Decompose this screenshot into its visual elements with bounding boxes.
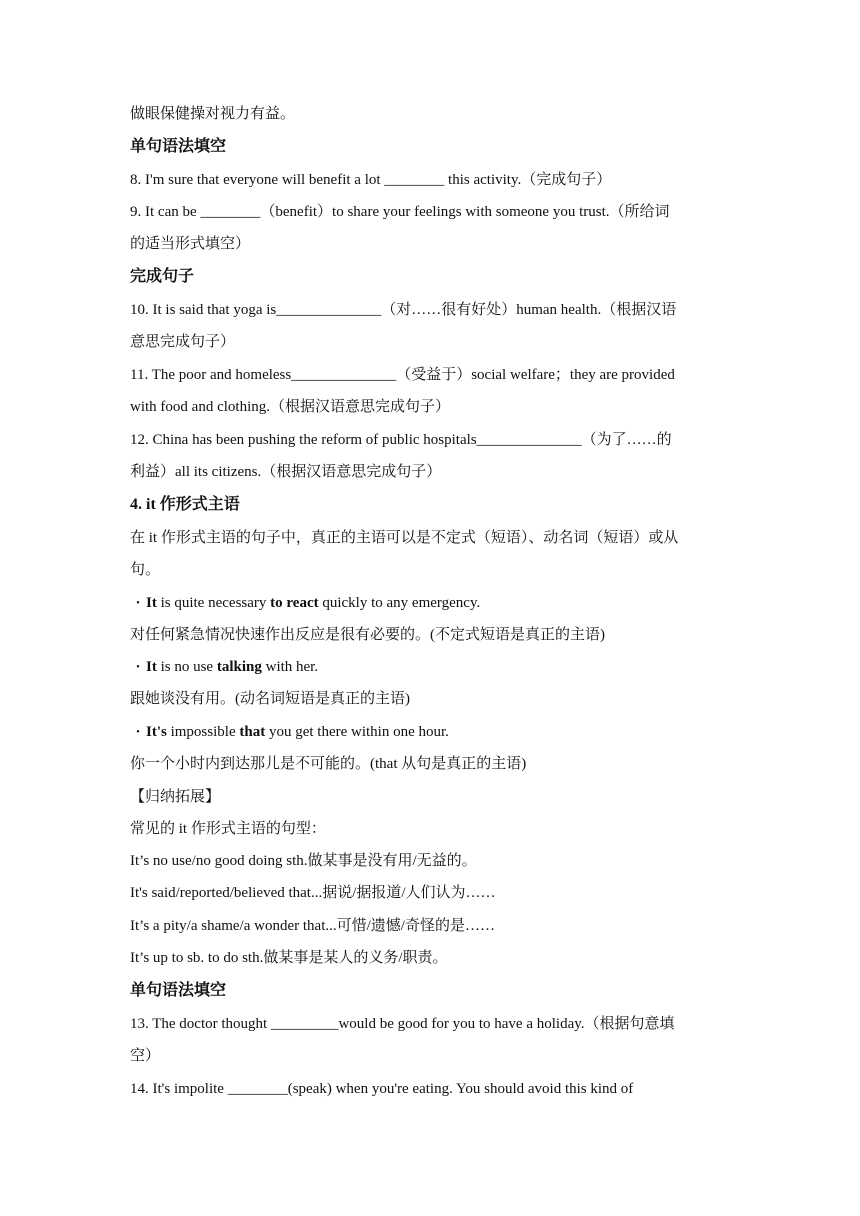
plain-text: with her. (261, 659, 319, 675)
bullet-icon: • (136, 661, 140, 673)
question-11: 11. The poor and homeless______________（受益于）social welfare；they are provided (130, 367, 675, 383)
bold-text: It's (146, 724, 167, 740)
bold-text: It (146, 595, 157, 611)
bold-text: that (239, 724, 266, 740)
question-10-cont: 意思完成句子） (130, 334, 236, 350)
pattern-line: It's said/reported/believed that...据说/据报道/人们认为…… (130, 885, 496, 901)
paragraph-cont: 句。 (130, 562, 161, 578)
example-translation: 对任何紧急情况快速作出反应是很有必要的。(不定式短语是真正的主语) (130, 627, 605, 643)
bold-text: talking (216, 659, 262, 675)
plain-text: you get there within one hour. (265, 724, 449, 740)
bold-text: It (146, 659, 157, 675)
bold-text: to react (270, 595, 319, 611)
question-13: 13. The doctor thought _________would be good for you to have a holiday.（根据句意填 (130, 1016, 675, 1032)
question-14: 14. It's impolite ________(speak) when you're eating. You should avoid this kind of (130, 1081, 634, 1097)
example-translation: 你一个小时内到达那儿是不可能的。(that 从句是真正的主语) (130, 756, 527, 772)
question-8: 8. I'm sure that everyone will benefit a lot ________ this activity.（完成句子） (130, 172, 612, 188)
example-sentence (130, 722, 740, 743)
section-heading: 单句语法填空 (130, 982, 227, 999)
plain-text: quickly to any emergency. (318, 595, 481, 611)
section-heading: 完成句子 (130, 268, 195, 285)
pattern-line: It’s no use/no good doing sth.做某事是没有用/无益的。 (130, 853, 477, 869)
pattern-line: It’s a pity/a shame/a wonder that...可惜/遗憾/奇怪的是…… (130, 918, 495, 934)
question-12-cont: 利益）all its citizens.（根据汉语意思完成句子） (130, 464, 442, 480)
question-11-cont: with food and clothing.（根据汉语意思完成句子） (130, 399, 450, 415)
question-12: 12. China has been pushing the reform of public hospitals______________（为了……的 (130, 432, 672, 448)
plain-text: is no use (156, 659, 217, 675)
question-13-cont: 空） (130, 1048, 161, 1064)
bullet-icon: • (136, 726, 140, 738)
question-9: 9. It can be ________（benefit）to share your feelings with someone you trust.（所给词 (130, 204, 670, 220)
example-sentence (130, 657, 740, 678)
pattern-line: It’s up to sb. to do sth.做某事是某人的义务/职责。 (130, 950, 448, 966)
example-translation: 跟她谈没有用。(动名词短语是真正的主语) (130, 691, 410, 707)
question-10: 10. It is said that yoga is______________（对……很有好处）human health.（根据汉语 (130, 302, 677, 318)
text-line: 常见的 it 作形式主语的句型： (130, 821, 326, 837)
example-sentence (130, 593, 740, 614)
question-9-cont: 的适当形式填空） (130, 236, 251, 252)
paragraph: 在 it 作形式主语的句子中，真正的主语可以是不定式（短语）、动名词（短语）或从 (130, 530, 679, 546)
section-heading: 4. it 作形式主语 (130, 496, 240, 513)
plain-text: is quite necessary (156, 595, 271, 611)
plain-text: impossible (166, 724, 240, 740)
section-heading: 单句语法填空 (130, 138, 227, 155)
bullet-icon: • (136, 597, 140, 609)
summary-heading: 【归纳拓展】 (130, 789, 221, 805)
text-line: 做眼保健操对视力有益。 (130, 106, 296, 122)
